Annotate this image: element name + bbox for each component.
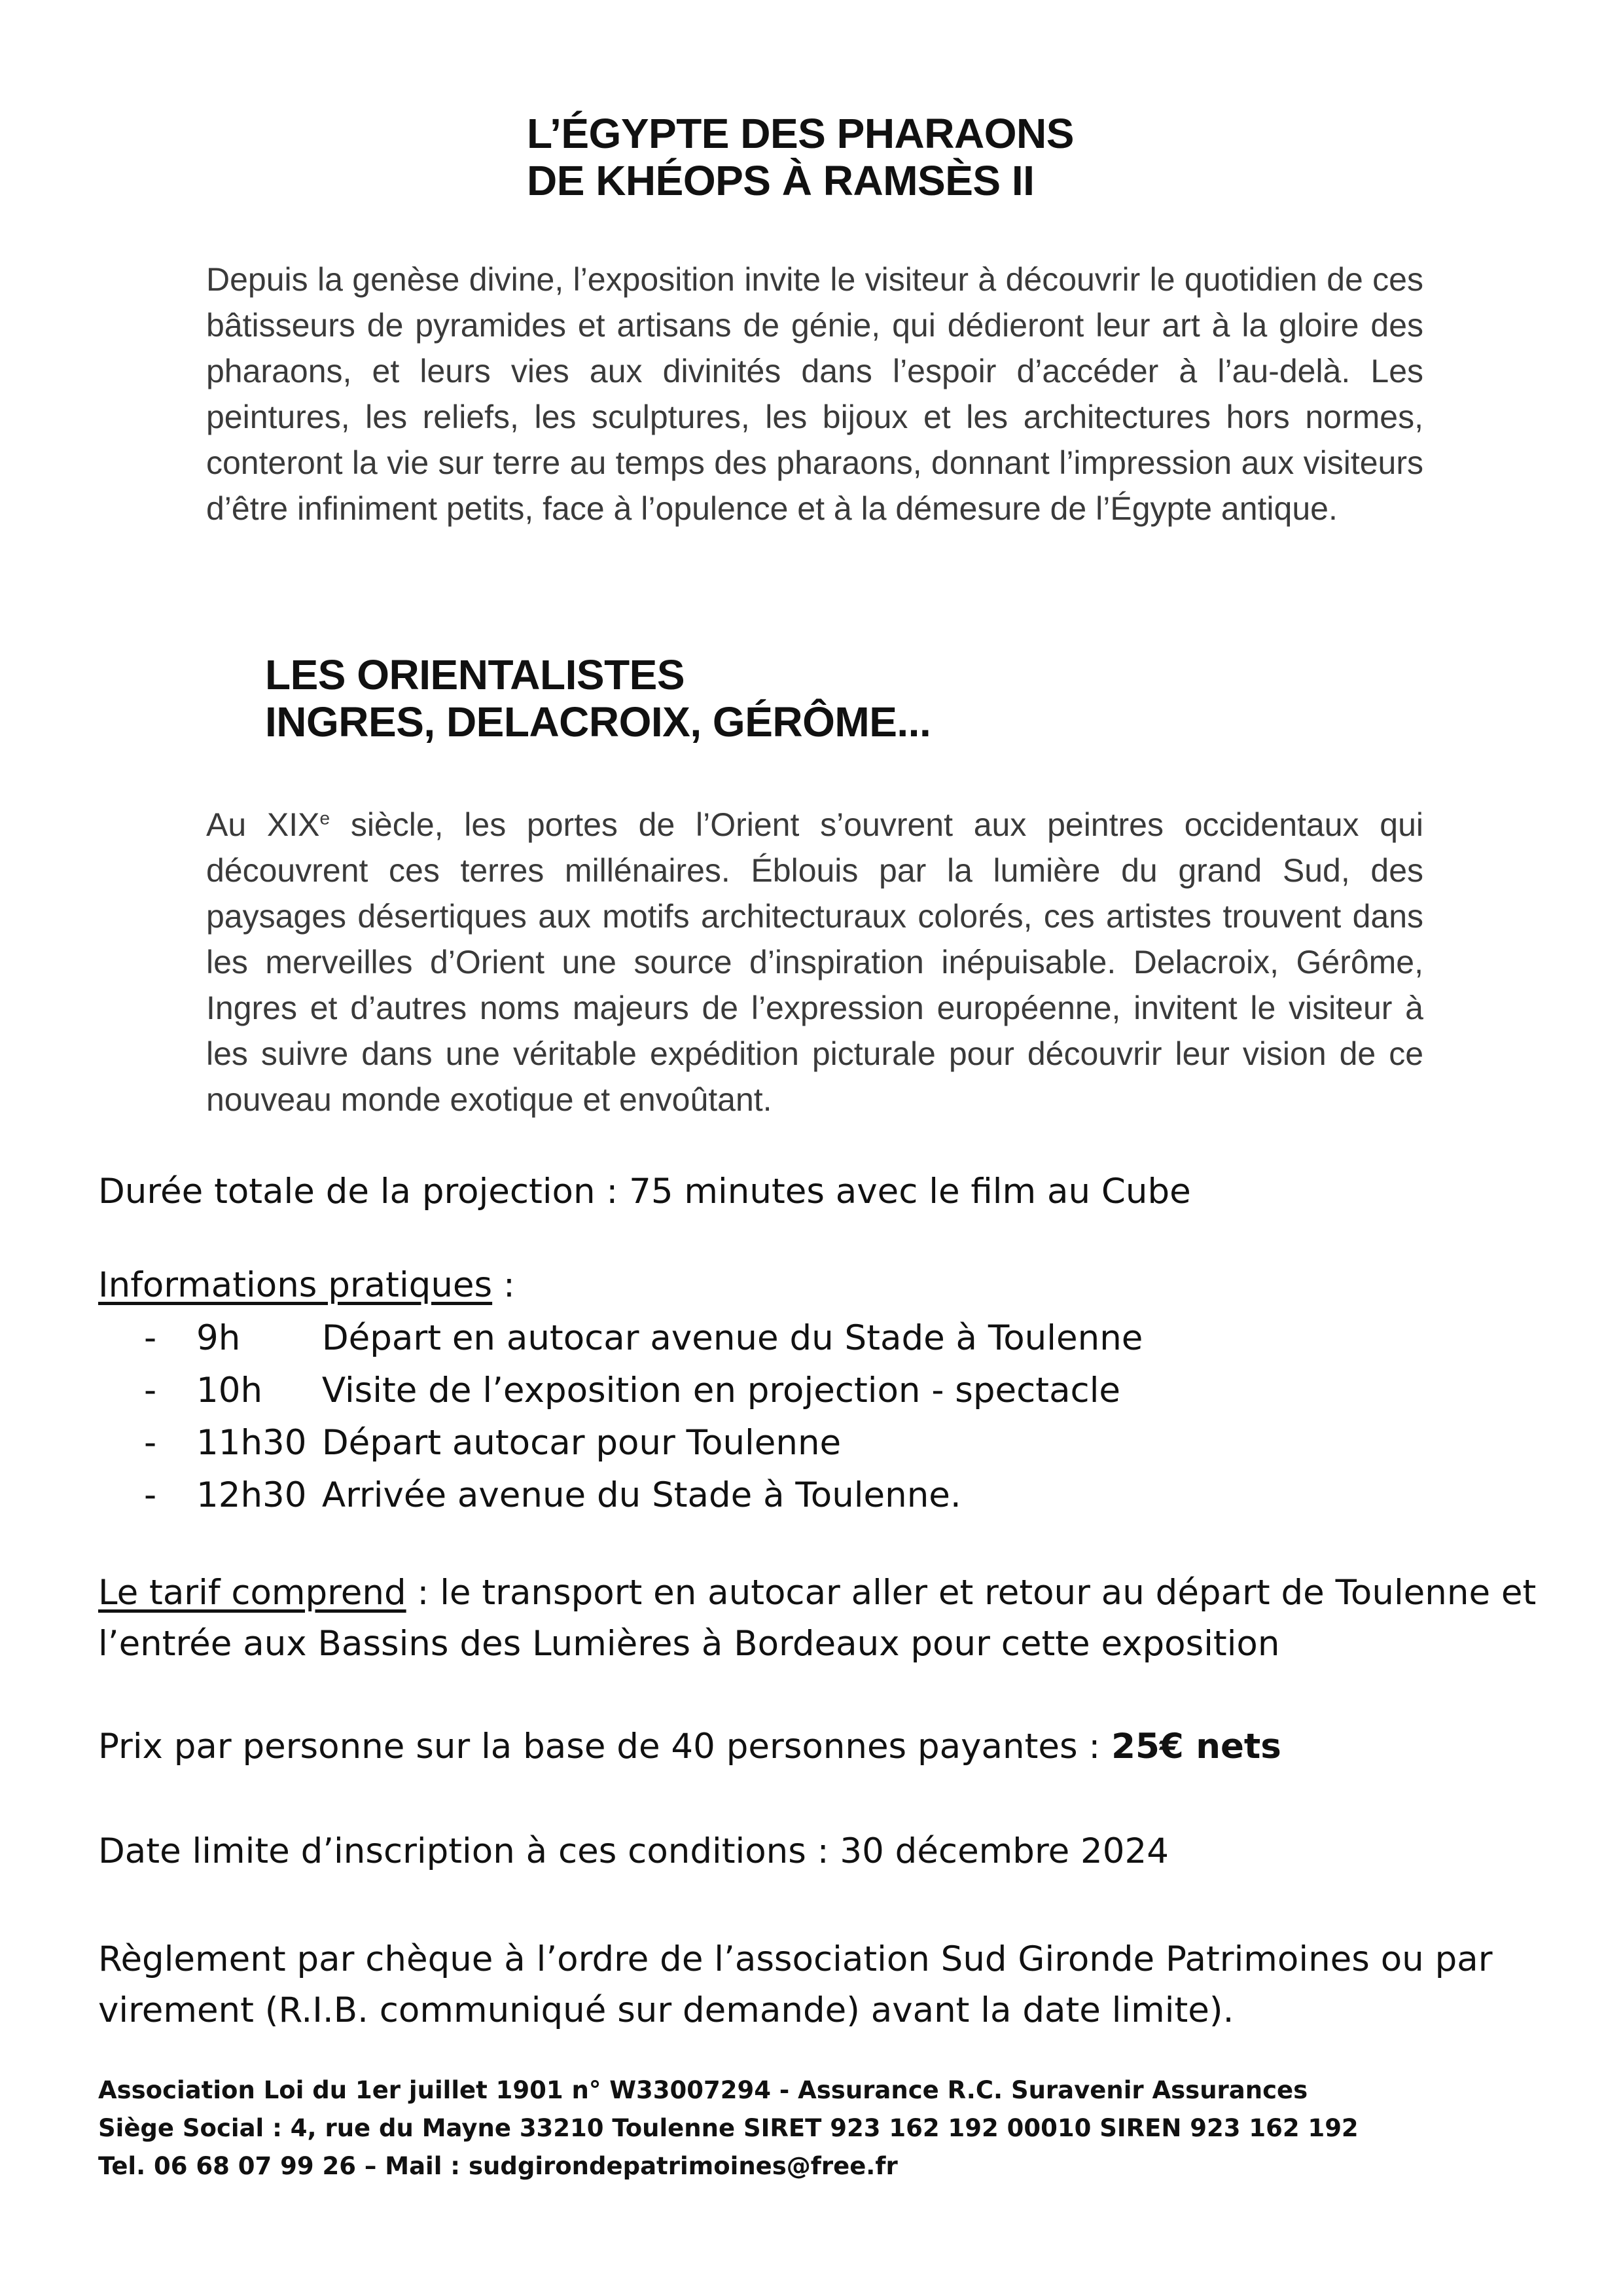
schedule-text: Départ autocar pour Toulenne [321,1423,842,1463]
schedule-text: Visite de l’exposition en projection - spectacle [321,1371,1121,1410]
orientalists-text-lead: Au XIX [206,806,320,843]
projection-duration: Durée totale de la projection : 75 minutes avec le film au Cube [98,1172,1191,1211]
schedule-item: - 9h Départ en autocar avenue du Stade à Toulenne [144,1312,1143,1365]
century-superscript: e [319,808,330,829]
footer-line-address: Siège Social : 4, rue du Mayne 33210 Toulenne SIRET 923 162 192 00010 SIREN 923 162 192 [98,2114,1359,2142]
tarif-text: : le transport en autocar aller et retour au départ de Toulenne et l’entrée aux Bassins des Lumières à Bordeaux pour cette exposition [98,1573,1537,1664]
schedule-time: 9h [196,1318,241,1358]
association-footer [98,2072,1571,2185]
egypt-section-title [527,110,1074,204]
price-paragraph [98,1721,1551,1772]
orientalists-title-line1: LES ORIENTALISTES [265,651,685,698]
schedule-text: Arrivée avenue du Stade à Toulenne. [321,1475,961,1515]
schedule-text: Départ en autocar avenue du Stade à Toulenne [321,1318,1143,1358]
orientalists-title-line2: INGRES, DELACROIX, GÉRÔME... [265,698,931,745]
egypt-title-line2: DE KHÉOPS À RAMSÈS II [527,157,1035,204]
schedule-item: - 12h30 Arrivée avenue du Stade à Toulenne. [144,1469,1143,1522]
footer-line-contact: Tel. 06 68 07 99 26 – Mail : sudgirondepatrimoines@free.fr [98,2152,898,2180]
orientalists-section-title [265,651,931,745]
schedule-item: - 11h30 Départ autocar pour Toulenne [144,1417,1143,1469]
schedule-list [144,1312,1143,1522]
schedule-time: 10h [196,1371,263,1410]
registration-deadline: Date limite d’inscription à ces conditions : 30 décembre 2024 [98,1831,1169,1871]
schedule-item: - 10h Visite de l’exposition en projection - spectacle [144,1365,1143,1417]
practical-info-colon: : [492,1265,515,1305]
schedule-time: 11h30 [196,1423,307,1463]
tarif-paragraph [98,1568,1551,1670]
payment-instructions: Règlement par chèque à l’ordre de l’association Sud Gironde Patrimoines ou par virement (R.I.B. communiqué sur demande) avant la date limite). [98,1939,1493,2030]
price-amount: 25€ nets [1111,1727,1281,1767]
price-text: Prix par personne sur la base de 40 personnes payantes : [98,1727,1112,1767]
practical-info-heading [98,1260,1551,1311]
egypt-title-line1: L’ÉGYPTE DES PHARAONS [527,110,1074,157]
tarif-label: Le tarif comprend [98,1573,406,1613]
orientalists-text-rest: siècle, les portes de l’Orient s’ouvrent aux peintres occidentaux qui découvrent ces terres millénaires. Éblouis par la lumière du grand Sud, des paysages désertiques aux motifs architecturaux colorés, ces artistes trouvent dans les merveilles d’Orient une source d’inspiration inépuisable. Delacroix, Gérôme, Ingres et d’autres noms majeurs de l’expression européenne, invitent le visiteur à les suivre dans une véritable expédition picturale pour découvrir leur vision de ce nouveau monde exotique et envoûtant. [206,806,1424,1118]
orientalists-description [206,802,1423,1122]
egypt-description: Depuis la genèse divine, l’exposition invite le visiteur à découvrir le quotidien de ces bâtisseurs de pyramides et artisans de génie, qui dédieront leur art à la gloire des pharaons, et leurs vies aux divinités dans l’espoir d’accéder à l’au-delà. Les peintures, les reliefs, les sculptures, les bijoux et les architectures hors normes, conteront la vie sur terre au temps des pharaons, donnant l’impression aux visiteurs d’être infiniment petits, face à l’opulence et à la démesure de l’Égypte antique. [206,261,1423,527]
practical-info-label: Informations pratiques [98,1265,493,1305]
schedule-time: 12h30 [196,1475,307,1515]
footer-line-legal: Association Loi du 1er juillet 1901 n° W33007294 - Assurance R.C. Suravenir Assurances [98,2076,1308,2104]
